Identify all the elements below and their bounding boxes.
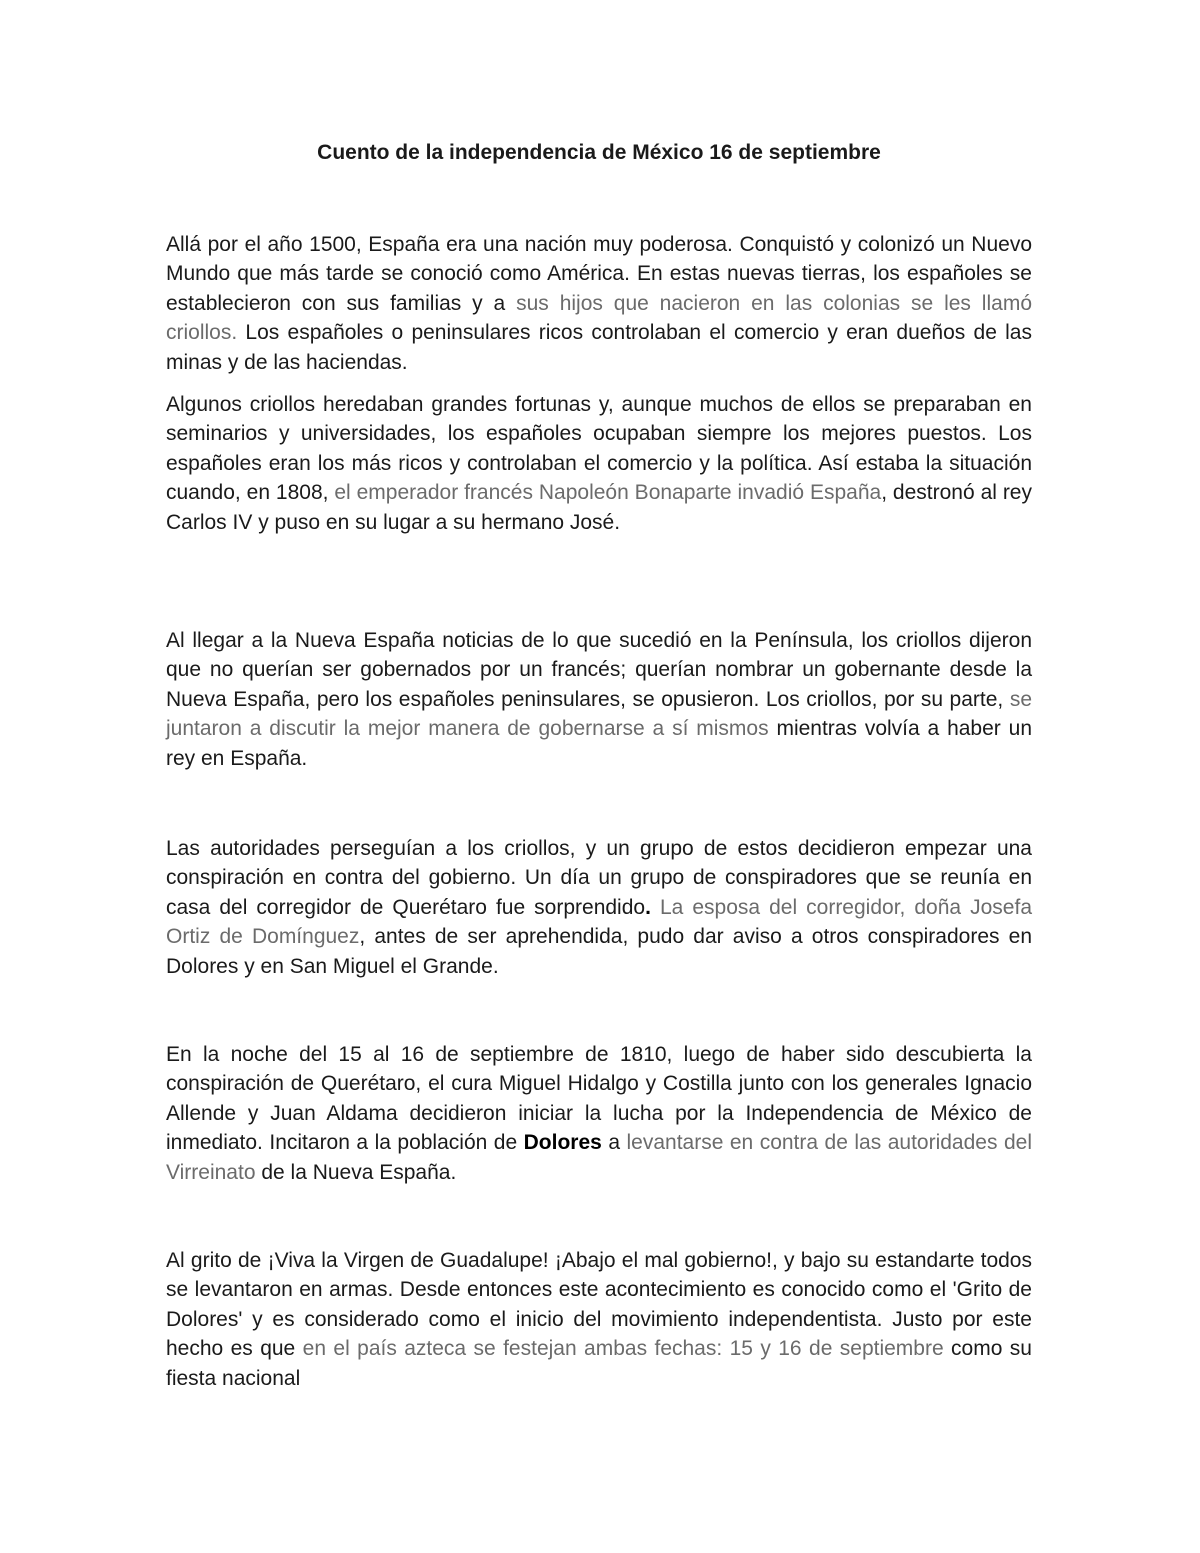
text-segment: en el país azteca se festejan ambas fechas: 15 y 16 de septiembre (302, 1337, 944, 1361)
text-segment: Los españoles o peninsulares ricos controlaban el comercio y eran dueños de las minas y de las haciendas. (166, 321, 1032, 374)
paragraph-5 (166, 1040, 1032, 1187)
text-segment: Algunos criollos heredaban grandes fortunas y, aunque muchos de ellos se preparaban en seminarios y universidades, los españoles ocupaban siempre los mejores puestos. Los españoles eran los más ricos y controlaban el comercio y la política. Así estaba la situación cuando, en 1808, (166, 393, 1032, 505)
text-segment: a (601, 1131, 627, 1155)
text-segment: Dolores (523, 1131, 602, 1155)
text-segment: levantarse en contra de las autoridades del Virreinato (166, 1131, 1032, 1184)
text-segment: mientras volvía a haber un rey en España. (166, 717, 1032, 770)
text-segment: se juntaron a discutir la mejor manera de gobernarse a sí mismos (166, 687, 1032, 741)
text-segment: La esposa del corregidor, doña Josefa Ortiz de Domínguez (166, 895, 1032, 949)
text-segment (651, 896, 660, 919)
text-segment: el emperador francés Napoleón Bonaparte invadió España (334, 481, 882, 505)
paragraph-3 (166, 626, 1032, 773)
text-segment: sus hijos que nacieron en las colonias se les llamó criollos. (166, 291, 1032, 345)
paragraph-1 (166, 230, 1032, 377)
document-title: Cuento de la independencia de México 16 de septiembre (317, 141, 881, 164)
paragraph-6 (166, 1246, 1032, 1393)
paragraph-2 (166, 390, 1032, 537)
text-segment: . (645, 895, 651, 919)
paragraph-4 (166, 834, 1032, 981)
text-segment: , destronó al rey Carlos IV y puso en su lugar a su hermano José. (166, 481, 1032, 534)
text-segment: , antes de ser aprehendida, pudo dar aviso a otros conspiradores en Dolores y en San Miguel el Grande. (166, 925, 1033, 978)
text-segment: como su fiesta nacional (166, 1337, 1032, 1390)
text-segment: Allá por el año 1500, España era una nación muy poderosa. Conquistó y colonizó un Nuevo Mundo que más tarde se conoció como América. En estas nuevas tierras, los españoles se establecieron con sus familias y a (166, 233, 1032, 315)
text-segment: Al llegar a la Nueva España noticias de lo que sucedió en la Península, los criollos dijeron que no querían ser gobernados por un francés; querían nombrar un gobernante desde la Nueva España, pero los españoles peninsulares, se opusieron. Los criollos, por su parte, (166, 629, 1032, 711)
text-segment: Al grito de ¡Viva la Virgen de Guadalupe! ¡Abajo el mal gobierno!, y bajo su estandarte todos se levantaron en armas. Desde entonces este acontecimiento es conocido como el 'Grito de Dolores' y es considerado como el inicio del movimiento independentista. Justo por este hecho es que (166, 1249, 1032, 1361)
text-segment: En la noche del 15 al 16 de septiembre de 1810, luego de haber sido descubierta la conspiración de Querétaro, el cura Miguel Hidalgo y Costilla junto con los generales Ignacio Allende y Juan Aldama decidieron iniciar la lucha por la Independencia de México de inmediato. Incitaron a la población de (166, 1043, 1032, 1155)
text-segment: Las autoridades perseguían a los criollos, y un grupo de estos decidieron empezar una conspiración en contra del gobierno. Un día un grupo de conspiradores que se reunía en casa del corregidor de Querétaro fue sorprendido (166, 837, 1032, 919)
text-segment: de la Nueva España. (255, 1160, 457, 1184)
